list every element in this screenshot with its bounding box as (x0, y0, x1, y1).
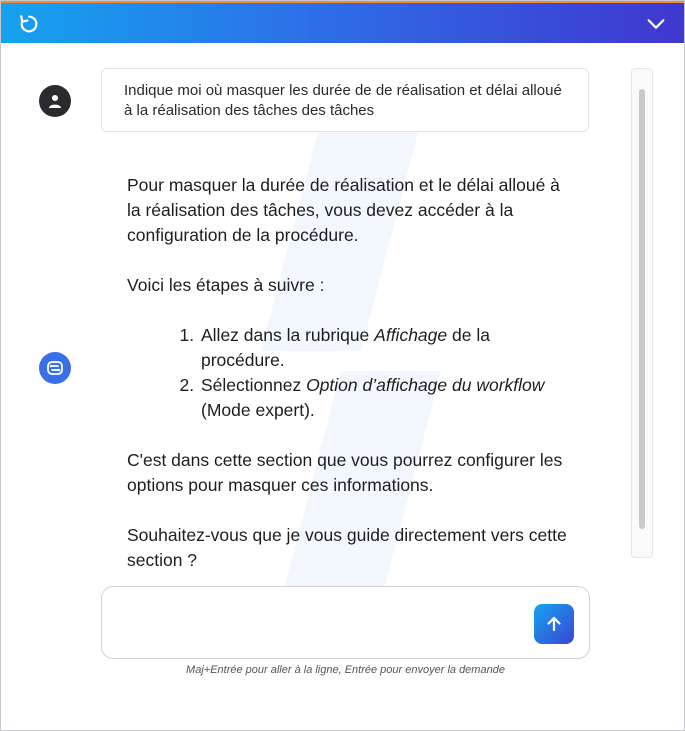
assistant-conclusion: C'est dans cette section que vous pourrez configurer les options pour masquer ces informations. (127, 450, 563, 495)
scrollbar[interactable] (631, 68, 653, 558)
assistant-steps-title: Voici les étapes à suivre : (127, 275, 325, 295)
list-item: 1. Allez dans la rubrique Affichage de la procédure. (199, 323, 577, 373)
scrollbar-thumb[interactable] (639, 89, 645, 529)
chevron-down-icon (645, 13, 667, 35)
input-hint: Maj+Entrée pour aller à la ligne, Entrée pour envoyer la demande (186, 664, 505, 676)
assistant-icon (46, 359, 64, 377)
message-input[interactable] (114, 597, 528, 651)
assistant-avatar (39, 352, 71, 384)
refresh-icon (18, 13, 40, 35)
assistant-intro: Pour masquer la durée de réalisation et le délai alloué à la réalisation des tâches, vous devez accéder à la configuration de la procédure. (127, 175, 560, 245)
assistant-message (127, 173, 577, 573)
steps-list (127, 323, 577, 423)
refresh-button[interactable] (15, 10, 43, 38)
user-message: Indique moi où masquer les durée de de réalisation et délai alloué à la réalisation des tâches des tâches (101, 68, 589, 132)
list-item: 2. Sélectionnez Option d’affichage du workflow (Mode expert). (199, 373, 577, 423)
message-composer (101, 586, 590, 659)
user-icon (47, 93, 63, 109)
assistant-question: Souhaitez-vous que je vous guide directement vers cette section ? (127, 525, 567, 570)
arrow-up-icon (544, 614, 564, 634)
send-button[interactable] (534, 604, 574, 644)
user-avatar (39, 85, 71, 117)
chat-header (1, 1, 684, 43)
collapse-button[interactable] (642, 10, 670, 38)
